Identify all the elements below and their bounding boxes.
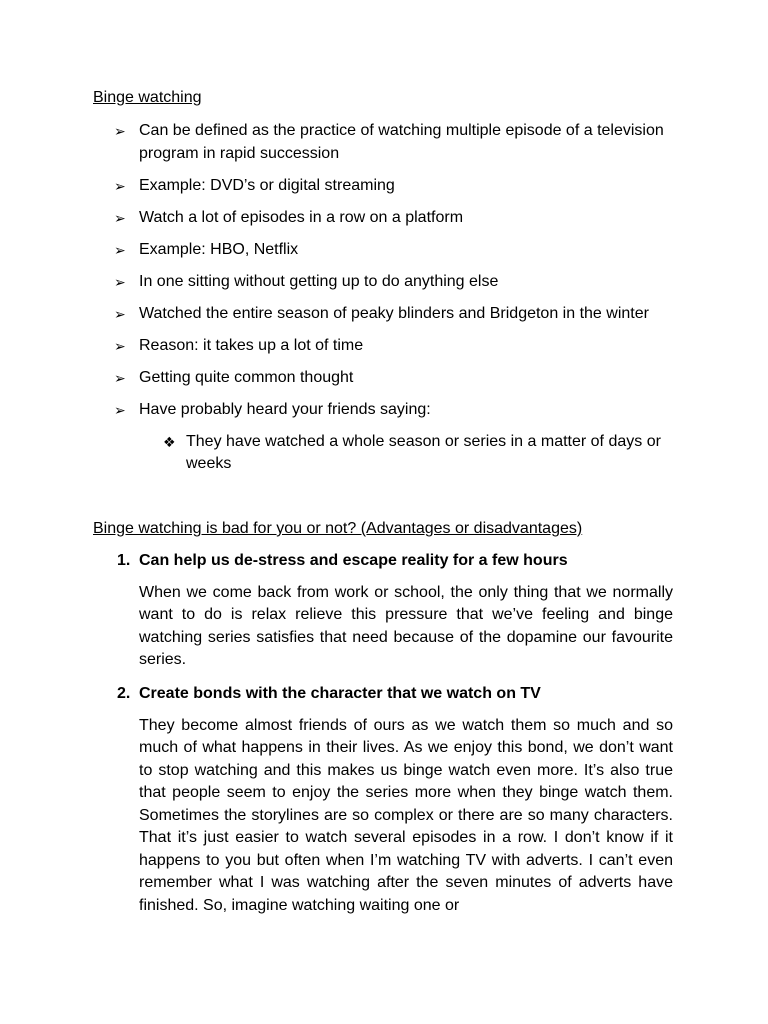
sub-list-item: ❖ They have watched a whole season or series in a matter of days or weeks (163, 432, 661, 472)
arrowhead-bullet-icon: ➢ (114, 305, 126, 322)
numbered-item-title: 2. Create bonds with the character that we watch on TV (117, 685, 541, 702)
list-item: ➢ In one sitting without getting up to do anything else (93, 271, 673, 294)
numbered-item-1 (93, 550, 673, 672)
section-heading-advantages: Binge watching is bad for you or not? (Advantages or disadvantages) (93, 520, 583, 537)
arrowhead-bullet-icon: ➢ (114, 401, 126, 418)
arrowhead-bullet-icon: ➢ (114, 123, 126, 139)
list-item: ➢ Watch a lot of episodes in a row on a platform (93, 207, 673, 230)
list-item: ➢ Can be defined as the practice of watching multiple episode of a television program in rapid succession (114, 122, 664, 162)
numbered-item-body: When we come back from work or school, the only thing that we normally want to do is relax relieve this pressure that we’ve feeling and binge watching series satisfies that need because of the dopamine our favourite series. (139, 583, 673, 668)
list-item: ➢ Example: DVD’s or digital streaming (93, 175, 673, 198)
list-item: ➢ Watched the entire season of peaky blinders and Bridgeton in the winter (93, 303, 673, 326)
list-item: ➢ Have probably heard your friends saying: (93, 399, 673, 422)
arrowhead-bullet-icon: ➢ (114, 241, 126, 258)
bullet-list (93, 120, 673, 476)
section-heading-binge-watching: Binge watching (93, 89, 202, 106)
arrowhead-bullet-icon: ➢ (114, 337, 126, 354)
numbered-item-2 (93, 683, 673, 917)
numbered-item-body: They become almost friends of ours as we watch them so much and so much of what happens in their lives. As we enjoy this bond, we don’t want to stop watching and this makes us binge watch even more. It’s also true that people seem to enjoy the series more when they binge watch them. Sometimes the storylines are so complex or there are so many characters. That it’s just easier to watch several episodes in a row. I don’t know if it happens to you but often when I’m watching TV with adverts. I can’t even remember what I was watching after the seven minutes of adverts have finished. So, imagine watching waiting one or (139, 716, 673, 914)
arrowhead-bullet-icon: ➢ (114, 209, 126, 226)
numbered-item-title: 1. Can help us de-stress and escape reality for a few hours (117, 552, 568, 569)
arrowhead-bullet-icon: ➢ (114, 273, 126, 290)
list-item: ➢ Reason: it takes up a lot of time (93, 335, 673, 358)
list-item: ➢ Getting quite common thought (93, 367, 673, 390)
diamond-bullet-icon: ❖ (163, 433, 176, 450)
list-item: ➢ Example: HBO, Netflix (93, 239, 673, 262)
arrowhead-bullet-icon: ➢ (114, 369, 126, 386)
arrowhead-bullet-icon: ➢ (114, 177, 126, 194)
